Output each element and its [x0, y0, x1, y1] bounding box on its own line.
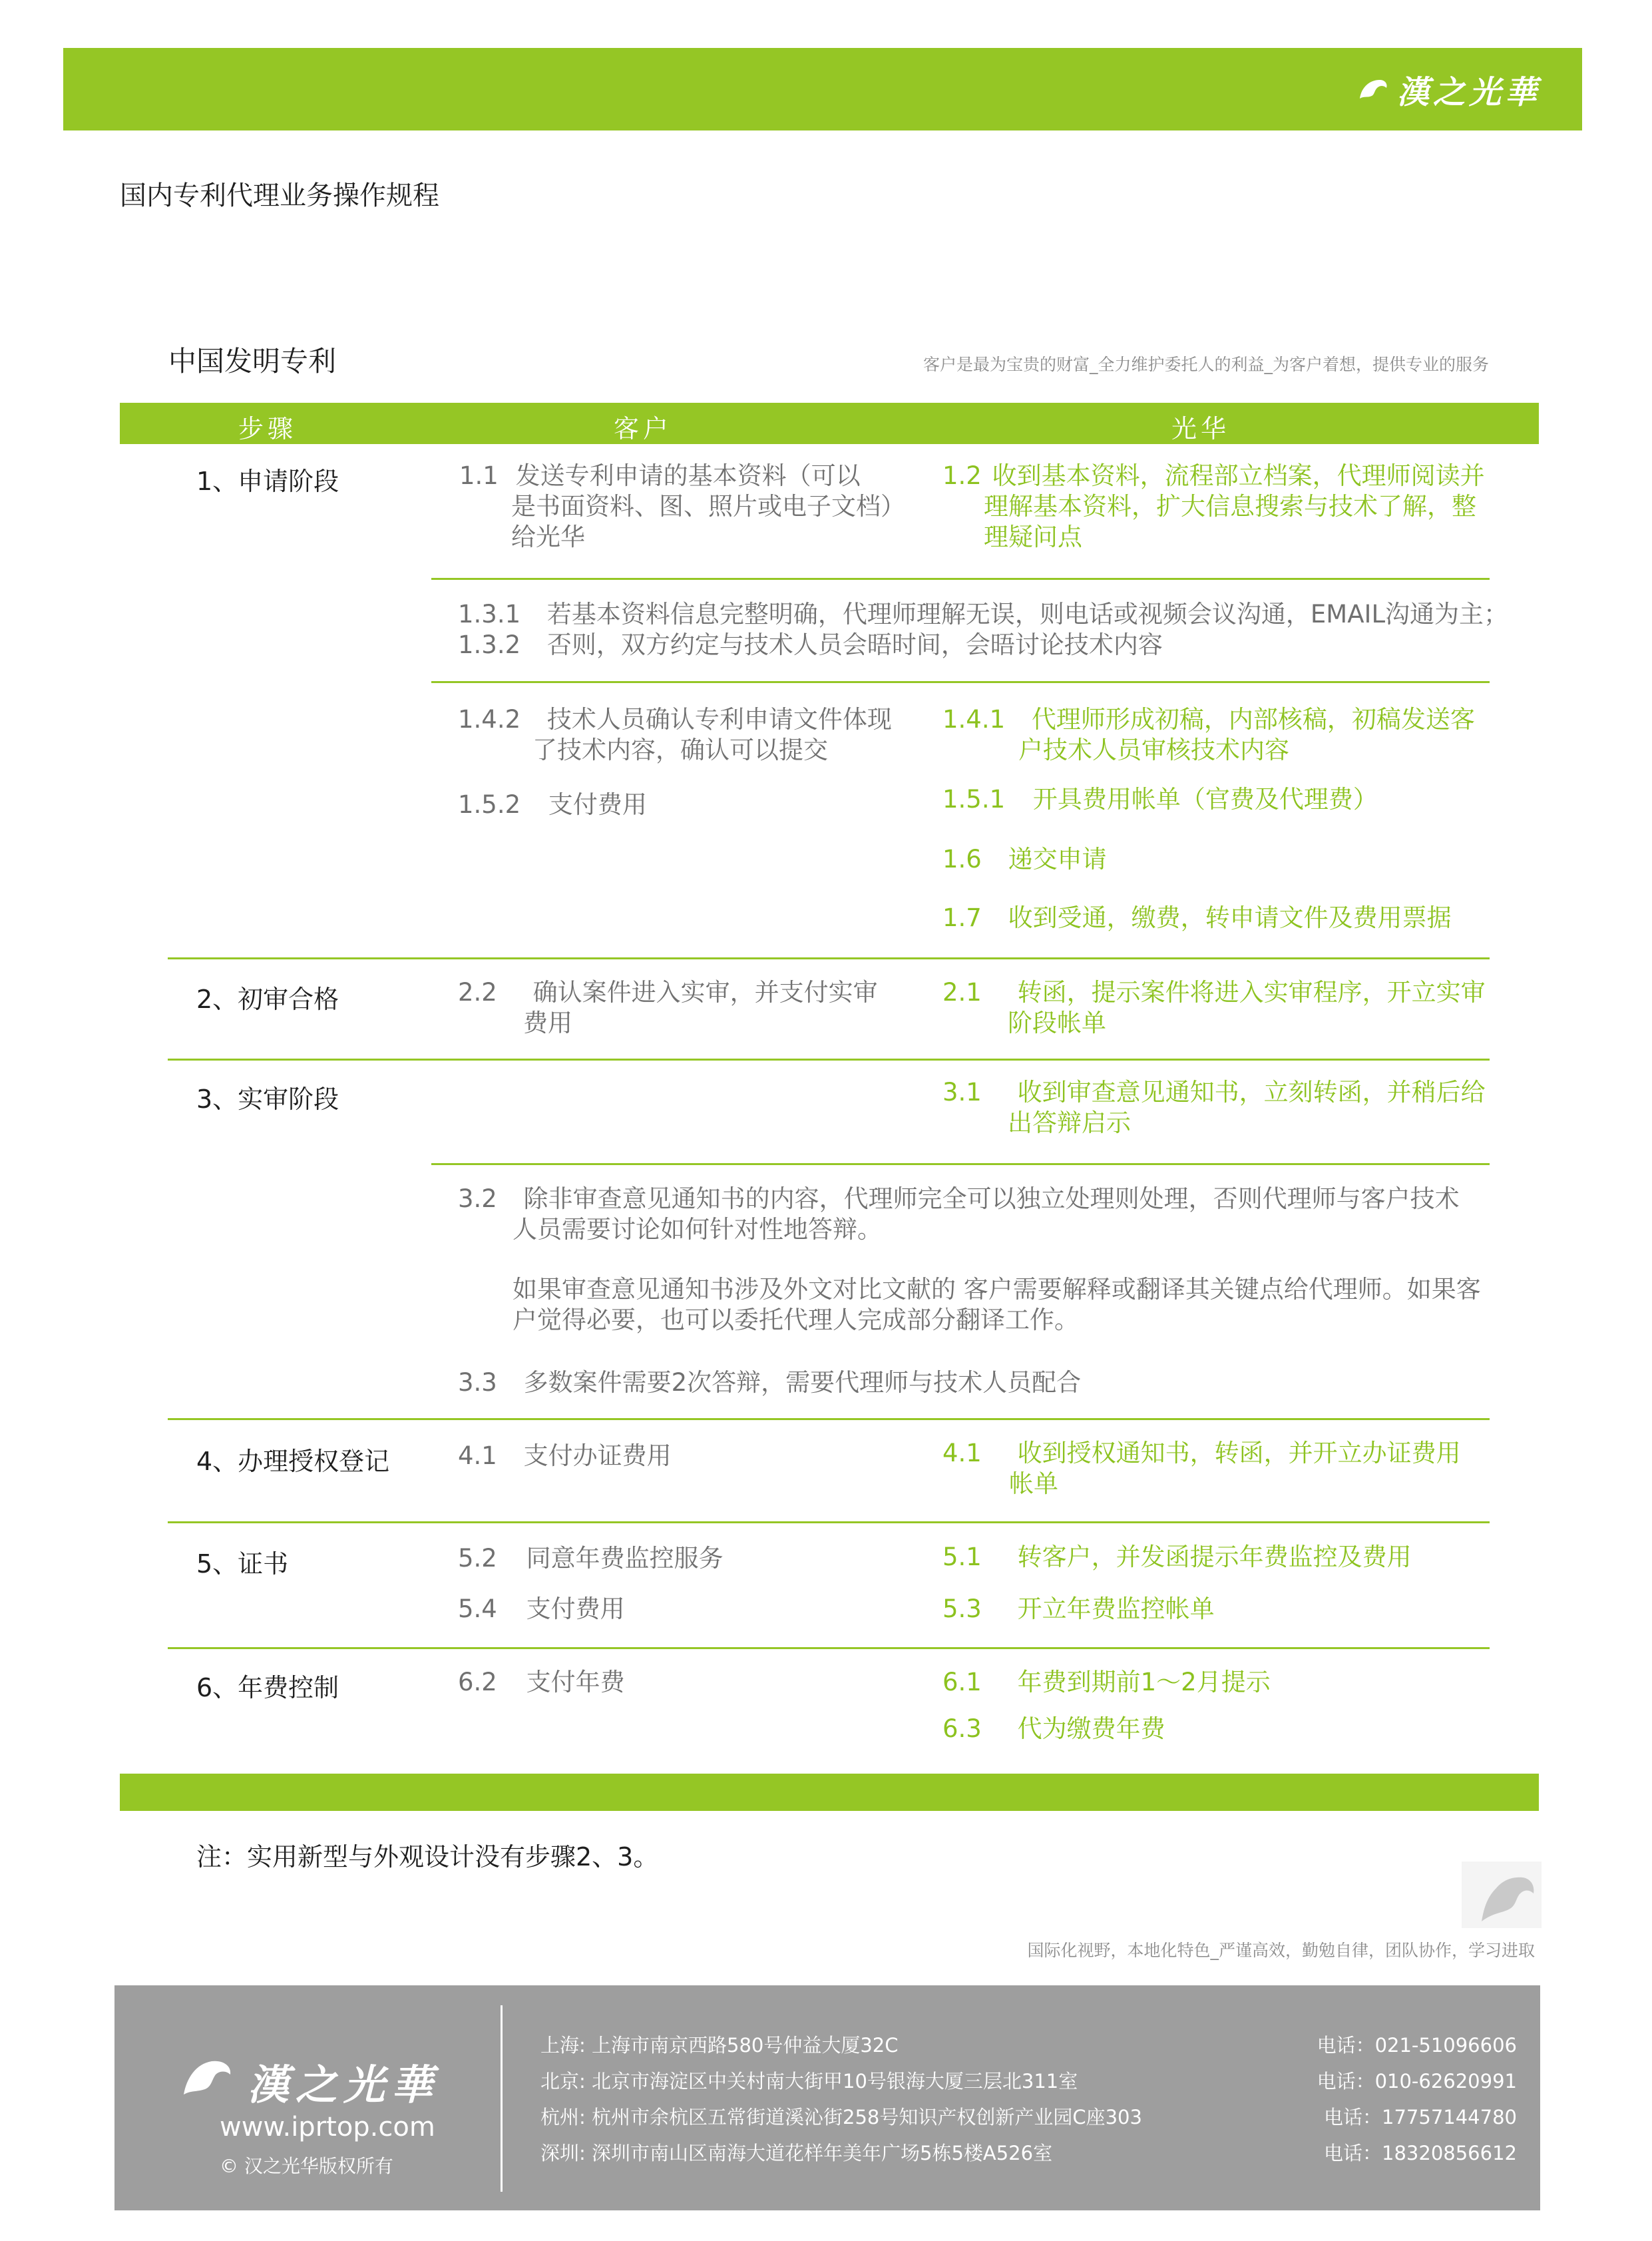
- entry-text: 户技术人员审核技术内容: [1018, 736, 1289, 764]
- office-address-hangzhou: 杭州: 杭州市余杭区五常街道溪沁街258号知识产权创新产业园C座303: [540, 2106, 1142, 2128]
- client-entry-3-3: [458, 1368, 1081, 1398]
- ginkgo-leaf-icon: [181, 2055, 234, 2099]
- entry-text: 收到审查意见通知书，立刻转函，并稍后给: [1017, 1078, 1486, 1107]
- entry-number: 1.4.2: [458, 705, 521, 734]
- entry-number: 6.3: [942, 1714, 982, 1743]
- entry-text: 代为缴费年费: [1017, 1714, 1165, 1743]
- entry-number: 2.1: [942, 978, 982, 1007]
- entry-number: 1.3.2: [458, 630, 521, 659]
- office-address-shenzhen: 深圳: 深圳市南山区南海大道花样年美年广场5栋5楼A526室: [540, 2142, 1053, 2164]
- entry-text: 收到受通，缴费，转申请文件及费用票据: [1008, 903, 1452, 932]
- client-entry-6-2: [458, 1667, 625, 1698]
- entry-text: 发送专利申请的基本资料（可以: [515, 461, 861, 490]
- office-phone-beijing: 电话：010-62620991: [1317, 2070, 1517, 2093]
- entry-number: 3.2: [458, 1184, 497, 1213]
- footnote: 注：实用新型与外观设计没有步骤2、3。: [196, 1842, 659, 1871]
- entry-text: 支付办证费用: [523, 1441, 672, 1470]
- firm-entry-1-7: [942, 903, 1452, 933]
- footer: [114, 1985, 1540, 2210]
- slogan: 客户是最为宝贵的财富_全力维护委托人的利益_为客户着想，提供专业的服务: [923, 355, 1489, 374]
- entry-number: 5.3: [942, 1595, 982, 1623]
- entry-text: 若基本资料信息完整明确，代理师理解无误，则电话或视频会议沟通，EMAIL沟通为主；: [546, 600, 1509, 628]
- entry-number: 6.1: [942, 1668, 982, 1696]
- firm-entry-6-1: [942, 1667, 1271, 1698]
- entry-text: 是书面资料、图、照片或电子文档）: [511, 492, 905, 521]
- client-entry-2-2: [458, 977, 878, 1039]
- firm-entry-1-6: [942, 844, 1107, 875]
- entry-text: 了技术内容，确认可以提交: [532, 736, 828, 764]
- client-entry-4-1: [458, 1441, 672, 1471]
- entry-number: 1.6: [942, 845, 982, 873]
- row-divider: [168, 1418, 1490, 1420]
- entry-text: 技术人员确认专利申请文件体现: [546, 705, 892, 734]
- firm-entry-5-3: [942, 1594, 1215, 1624]
- entry-text: 出答辩启示: [1008, 1109, 1131, 1137]
- client-entry-1-4-2: [458, 704, 892, 766]
- entry-text: 收到授权通知书，转函，并开立办证费用: [1017, 1439, 1461, 1467]
- client-entry-3-2-note: [513, 1274, 1481, 1336]
- entry-text: 给光华: [511, 523, 585, 551]
- entry-text: 同意年费监控服务: [526, 1544, 723, 1573]
- step-label-1: 1、申请阶段: [196, 467, 339, 496]
- client-entry-1-5-2: [458, 790, 647, 820]
- row-divider: [431, 578, 1490, 580]
- footer-brand: 漢之光華: [248, 2061, 440, 2109]
- entry-number: 1.5.2: [458, 790, 521, 819]
- table-footer-bar: [120, 1774, 1539, 1811]
- entry-number: 1.5.1: [942, 785, 1006, 814]
- entry-number: 6.2: [458, 1668, 497, 1696]
- entry-number: 3.1: [942, 1078, 982, 1107]
- entry-number: 4.1: [458, 1441, 497, 1470]
- entry-text: 支付费用: [548, 790, 647, 819]
- firm-entry-1-2: [942, 461, 1485, 553]
- document-title: 国内专利代理业务操作规程: [120, 180, 439, 211]
- ginkgo-emblem: [1462, 1862, 1542, 1928]
- client-entry-5-4: [458, 1594, 625, 1624]
- entry-text: 支付年费: [526, 1668, 625, 1696]
- entry-number: 2.2: [458, 978, 497, 1007]
- entry-text: 帐单: [1009, 1469, 1058, 1498]
- firm-entry-1-4-1: [942, 704, 1475, 766]
- step-label-6: 6、年费控制: [196, 1673, 339, 1702]
- step-label-2: 2、初审合格: [196, 985, 339, 1014]
- entry-text: 递交申请: [1008, 845, 1107, 873]
- entry-text: 收到基本资料，流程部立档案，代理师阅读并: [992, 461, 1485, 490]
- firm-entry-3-1: [942, 1077, 1486, 1138]
- entry-text: 转函，提示案件将进入实审程序，开立实审: [1017, 978, 1486, 1007]
- header-logo: [1357, 48, 1582, 130]
- firm-entry-4-1: [942, 1438, 1461, 1499]
- row-divider: [168, 1059, 1490, 1061]
- entry-number: 1.1: [459, 461, 499, 490]
- client-entry-3-2: [458, 1184, 1460, 1245]
- column-header-step: 步骤: [238, 414, 298, 443]
- step-label-3: 3、实审阶段: [196, 1085, 339, 1114]
- office-address-beijing: 北京: 北京市海淀区中关村南大街甲10号银海大厦三层北311室: [540, 2070, 1078, 2093]
- entry-text: 开立年费监控帐单: [1017, 1595, 1215, 1623]
- entry-text: 阶段帐单: [1008, 1009, 1106, 1037]
- entry-text: 多数案件需要2次答辩，需要代理师与技术人员配合: [523, 1368, 1082, 1397]
- client-entry-5-2: [458, 1543, 723, 1574]
- entry-text: 理解基本资料，扩大信息搜索与技术了解，整: [984, 492, 1476, 521]
- entry-text: 除非审查意见通知书的内容，代理师完全可以独立处理则处理，否则代理师与客户技术: [523, 1184, 1460, 1213]
- ginkgo-leaf-icon: [1462, 1862, 1542, 1928]
- row-divider: [168, 1521, 1490, 1523]
- table-header: [120, 403, 1539, 444]
- footer-copyright: © 汉之光华版权所有: [220, 2155, 393, 2177]
- row-divider: [168, 1647, 1490, 1649]
- footer-logo-icon: [181, 2055, 234, 2101]
- entry-text: 代理师形成初稿，内部核稿，初稿发送客: [1031, 705, 1475, 734]
- column-header-firm: 光华: [1171, 414, 1231, 443]
- section-title: 中国发明专利: [168, 345, 337, 377]
- entry-number: 1.4.1: [942, 705, 1006, 734]
- entry-text: 费用: [523, 1009, 572, 1037]
- office-phone-shanghai: 电话：021-51096606: [1317, 2034, 1517, 2057]
- entry-number: 1.2: [942, 461, 982, 490]
- row-divider: [431, 681, 1490, 683]
- entry-text: 确认案件进入实审，并支付实审: [532, 978, 878, 1007]
- entry-number: 1.3.1: [458, 600, 521, 628]
- entry-text: 否则，双方约定与技术人员会晤时间，会晤讨论技术内容: [546, 630, 1163, 659]
- entry-number: 1.7: [942, 903, 982, 932]
- ginkgo-leaf-icon: [1357, 76, 1389, 103]
- firm-entry-5-1: [942, 1542, 1412, 1573]
- row-divider: [168, 957, 1490, 959]
- firm-entry-2-1: [942, 977, 1486, 1039]
- entry-number: 3.3: [458, 1368, 497, 1397]
- entry-text: 人员需要讨论如何针对性地答辩。: [513, 1215, 882, 1244]
- entry-number: 5.2: [458, 1544, 497, 1573]
- entry-text: 年费到期前1～2月提示: [1017, 1668, 1271, 1696]
- firm-entry-6-3: [942, 1714, 1165, 1744]
- client-entry-1-1: [459, 461, 905, 553]
- entry-number: 4.1: [942, 1439, 982, 1467]
- entry-text: 如果审查意见通知书涉及外文对比文献的 客户需要解释或翻译其关键点给代理师。如果客: [513, 1275, 1481, 1304]
- footer-website-link[interactable]: www.iprtop.com: [220, 2112, 435, 2142]
- client-entry-1-3-1: [458, 599, 1508, 630]
- header-brand: 漢之光華: [1396, 73, 1541, 111]
- office-phone-shenzhen: 电话：18320856612: [1324, 2142, 1517, 2164]
- entry-text: 开具费用帐单（官费及代理费）: [1032, 785, 1378, 814]
- entry-text: 户觉得必要，也可以委托代理人完成部分翻译工作。: [513, 1306, 1079, 1334]
- step-label-5: 5、证书: [196, 1549, 289, 1579]
- office-address-shanghai: 上海: 上海市南京西路580号仲益大厦32C: [540, 2034, 899, 2057]
- column-header-client: 客户: [614, 414, 673, 443]
- entry-number: 5.4: [458, 1595, 497, 1623]
- office-phone-hangzhou: 电话：17757144780: [1324, 2106, 1517, 2128]
- company-values: 国际化视野，本地化特色_严谨高效，勤勉自律，团队协作，学习进取: [1027, 1941, 1535, 1960]
- header-bar: [63, 48, 1582, 130]
- step-label-4: 4、办理授权登记: [196, 1447, 390, 1476]
- footer-divider: [501, 2005, 503, 2192]
- entry-number: 5.1: [942, 1543, 982, 1571]
- client-entry-1-3-2: [458, 630, 1163, 660]
- row-divider: [431, 1163, 1490, 1165]
- entry-text: 转客户，并发函提示年费监控及费用: [1017, 1543, 1412, 1571]
- firm-entry-1-5-1: [942, 784, 1378, 815]
- entry-text: 理疑问点: [984, 523, 1082, 551]
- entry-text: 支付费用: [526, 1595, 625, 1623]
